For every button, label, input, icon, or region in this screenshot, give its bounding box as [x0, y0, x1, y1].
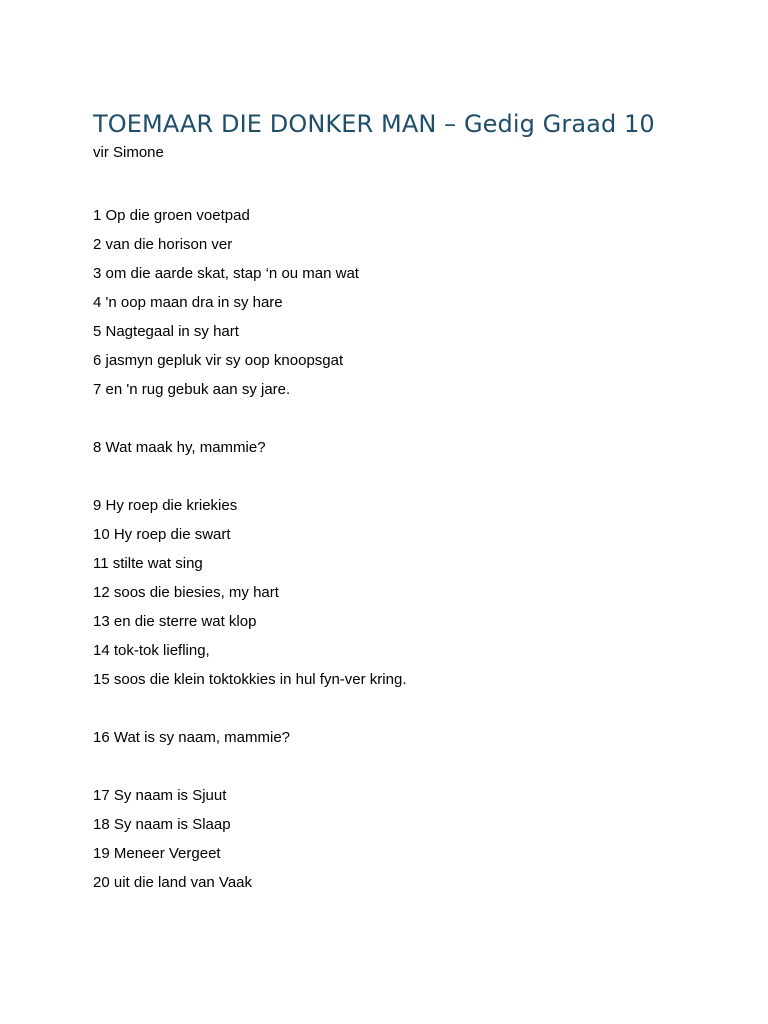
poem-line-14: 14 tok-tok liefling, — [93, 642, 210, 659]
poem-line-1: 1 Op die groen voetpad — [93, 207, 250, 224]
stanza-1 — [93, 201, 673, 404]
poem-line-16: 16 Wat is sy naam, mammie? — [93, 729, 290, 746]
poem-title: TOEMAAR DIE DONKER MAN – Gedig Graad 10 — [93, 110, 655, 138]
poem-line-3: 3 om die aarde skat, stap ‘n ou man wat — [93, 265, 359, 282]
poem-line-13: 13 en die sterre wat klop — [93, 613, 257, 630]
poem-line-6: 6 jasmyn gepluk vir sy oop knoopsgat — [93, 352, 344, 369]
poem-line-15: 15 soos die klein toktokkies in hul fyn-ver kring. — [93, 671, 407, 688]
poem-line-8: 8 Wat maak hy, mammie? — [93, 439, 266, 456]
stanza-4 — [93, 723, 673, 752]
poem-line-9: 9 Hy roep die kriekies — [93, 497, 238, 514]
poem-line-5: 5 Nagtegaal in sy hart — [93, 323, 239, 340]
poem-line-7: 7 en 'n rug gebuk aan sy jare. — [93, 381, 291, 398]
stanza-3 — [93, 491, 673, 694]
poem-line-12: 12 soos die biesies, my hart — [93, 584, 279, 601]
stanza-2 — [93, 433, 673, 462]
stanza-5 — [93, 781, 673, 897]
poem-line-17: 17 Sy naam is Sjuut — [93, 787, 227, 804]
dedication: vir Simone — [93, 144, 164, 161]
poem-line-10: 10 Hy roep die swart — [93, 526, 231, 543]
poem-line-18: 18 Sy naam is Slaap — [93, 816, 231, 833]
poem-line-2: 2 van die horison ver — [93, 236, 233, 253]
poem-line-4: 4 'n oop maan dra in sy hare — [93, 294, 283, 311]
poem-line-11: 11 stilte wat sing — [93, 555, 203, 572]
poem-body — [93, 201, 673, 897]
poem-line-20: 20 uit die land van Vaak — [93, 874, 253, 891]
poem-line-19: 19 Meneer Vergeet — [93, 845, 221, 862]
document-page — [93, 108, 673, 926]
